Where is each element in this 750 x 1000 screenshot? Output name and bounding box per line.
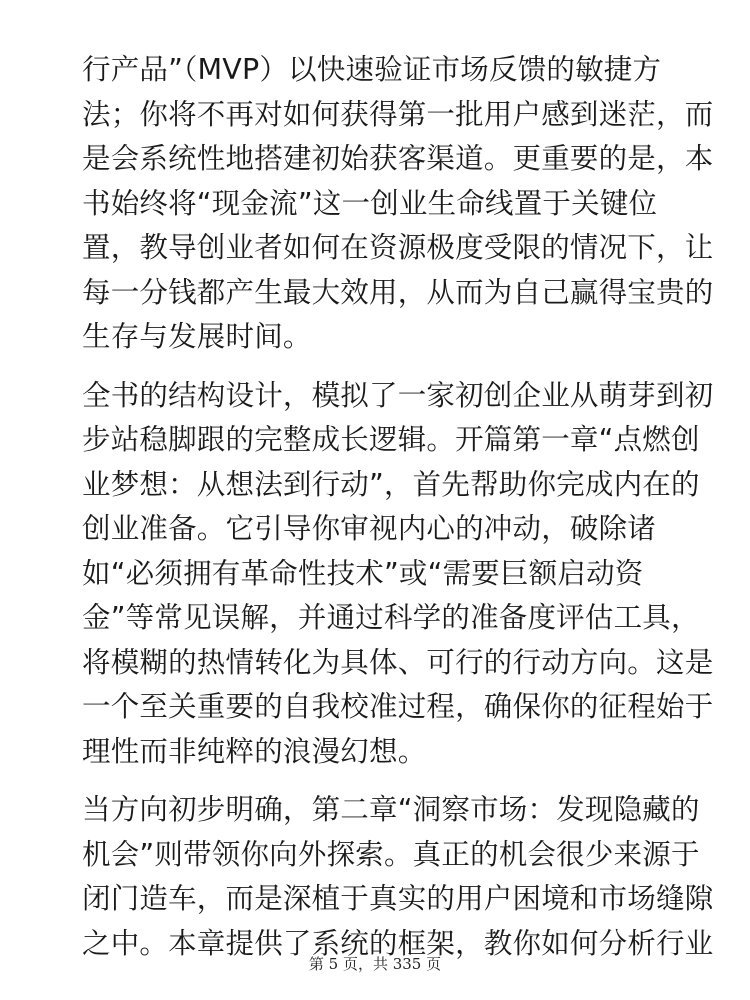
text-line: 一个至关重要的自我校准过程，确保你的征程始于 (82, 690, 714, 723)
text-line: 全书的结构设计，模拟了一家初创企业从萌芽到初 (82, 378, 714, 412)
paragraph-3 (82, 788, 714, 966)
text-line: 书始终将“现金流”这一创业生命线置于关键位 (82, 186, 658, 220)
text-line: 行产品”（MVP）以快速验证市场反馈的敏捷方 (82, 53, 662, 86)
text-line: 是会系统性地搭建初始获客渠道。更重要的是，本 (82, 142, 714, 175)
text-line: 将模糊的热情转化为具体、可行的行动方向。这是 (82, 645, 714, 679)
body-text (82, 48, 714, 980)
text-line: 当方向初步明确，第二章“洞察市场：发现隐藏的 (82, 793, 700, 826)
page-number-footer: 第 5 页，共 335 页 (308, 955, 442, 973)
text-line: 生存与发展时间。 (82, 320, 312, 353)
text-line: 理性而非纯粹的浪漫幻想。 (82, 734, 427, 768)
text-line: 之中。本章提供了系统的框架，教你如何分析行业 (82, 926, 714, 960)
text-line: 每一分钱都产生最大效用，从而为自己赢得宝贵的 (82, 275, 714, 309)
text-line: 机会”则带领你向外探索。真正的机会很少来源于 (82, 837, 700, 871)
paragraph-2 (82, 374, 714, 775)
text-line: 闭门造车，而是深植于真实的用户困境和市场缝隙 (82, 882, 714, 915)
text-line: 创业准备。它引导你审视内心的冲动，破除诸 (82, 512, 657, 545)
text-line: 步站稳脚跟的完整成长逻辑。开篇第一章“点燃创 (82, 423, 700, 456)
paragraph-1 (82, 48, 714, 360)
text-line: 置，教导创业者如何在资源极度受限的情况下，让 (82, 231, 714, 264)
text-line: 业梦想：从想法到行动”，首先帮助你完成内在的 (82, 467, 700, 501)
text-line: 金”等常见误解，并通过科学的准备度评估工具， (82, 601, 700, 634)
text-line: 如“必须拥有革命性技术”或“需要巨额启动资 (82, 556, 644, 590)
text-line: 法；你将不再对如何获得第一批用户感到迷茫，而 (82, 97, 714, 131)
